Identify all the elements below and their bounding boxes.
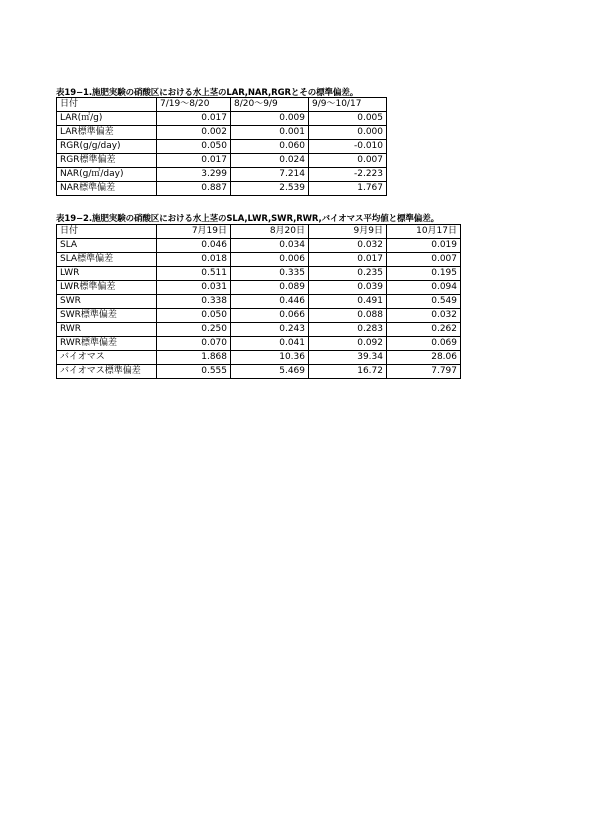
row-label-cell: バイオマス [57, 351, 157, 365]
table-row [57, 168, 387, 182]
value-cell: 0.335 [231, 267, 309, 281]
row-label-cell: LAR(㎡/g) [57, 112, 157, 126]
value-cell: 0.002 [157, 126, 231, 140]
table-row [57, 281, 461, 295]
table-row [57, 140, 387, 154]
row-label-cell: SLA [57, 239, 157, 253]
value-cell: 0.060 [231, 140, 309, 154]
value-cell: 0.001 [231, 126, 309, 140]
value-cell: 0.006 [231, 253, 309, 267]
table-row [57, 309, 461, 323]
table-header-row [57, 98, 387, 112]
row-label-cell: NAR(g/㎡/day) [57, 168, 157, 182]
table-row [57, 182, 387, 196]
header-cell-date: 9月9日 [309, 225, 387, 239]
table-row [57, 154, 387, 168]
value-cell: 0.338 [157, 295, 231, 309]
value-cell: 0.032 [387, 309, 461, 323]
value-cell: 1.767 [309, 182, 387, 196]
header-cell-date: 7月19日 [157, 225, 231, 239]
table-row [57, 253, 461, 267]
value-cell: 0.089 [231, 281, 309, 295]
row-label-cell: RGR標準偏差 [57, 154, 157, 168]
value-cell: 0.555 [157, 365, 231, 379]
value-cell: 0.446 [231, 295, 309, 309]
value-cell: 0.024 [231, 154, 309, 168]
value-cell: 5.469 [231, 365, 309, 379]
header-cell-label: 日付 [57, 98, 157, 112]
row-label-cell: SWR標準偏差 [57, 309, 157, 323]
value-cell: 7.797 [387, 365, 461, 379]
value-cell: 0.549 [387, 295, 461, 309]
value-cell: 0.887 [157, 182, 231, 196]
table-row [57, 365, 461, 379]
value-cell: 0.041 [231, 337, 309, 351]
value-cell: 0.511 [157, 267, 231, 281]
value-cell: 0.034 [231, 239, 309, 253]
table-row [57, 323, 461, 337]
value-cell: 16.72 [309, 365, 387, 379]
value-cell: 0.094 [387, 281, 461, 295]
header-cell-date: 7/19〜8/20 [157, 98, 231, 112]
value-cell: 0.092 [309, 337, 387, 351]
value-cell: 3.299 [157, 168, 231, 182]
value-cell: 0.066 [231, 309, 309, 323]
value-cell: 0.195 [387, 267, 461, 281]
table1-title: 表19−1.施肥実験の硝酸区における水上茎のLAR,NAR,RGRとその標準偏差。 [56, 88, 359, 98]
table1 [56, 97, 387, 196]
value-cell: 0.243 [231, 323, 309, 337]
row-label-cell: RWR [57, 323, 157, 337]
value-cell: 0.070 [157, 337, 231, 351]
value-cell: 1.868 [157, 351, 231, 365]
row-label-cell: LWR標準偏差 [57, 281, 157, 295]
value-cell: 39.34 [309, 351, 387, 365]
value-cell: 10.36 [231, 351, 309, 365]
header-cell-date: 10月17日 [387, 225, 461, 239]
row-label-cell: RWR標準偏差 [57, 337, 157, 351]
table-row [57, 337, 461, 351]
value-cell: 0.032 [309, 239, 387, 253]
value-cell: 0.039 [309, 281, 387, 295]
value-cell: 0.005 [309, 112, 387, 126]
row-label-cell: バイオマス標準偏差 [57, 365, 157, 379]
row-label-cell: SLA標準偏差 [57, 253, 157, 267]
row-label-cell: LAR標準偏差 [57, 126, 157, 140]
header-cell-label: 日付 [57, 225, 157, 239]
value-cell: 7.214 [231, 168, 309, 182]
row-label-cell: NAR標準偏差 [57, 182, 157, 196]
value-cell: 0.088 [309, 309, 387, 323]
value-cell: 0.046 [157, 239, 231, 253]
row-label-cell: RGR(g/g/day) [57, 140, 157, 154]
table-row [57, 239, 461, 253]
value-cell: 0.050 [157, 140, 231, 154]
header-cell-date: 8月20日 [231, 225, 309, 239]
table-row [57, 112, 387, 126]
value-cell: 0.050 [157, 309, 231, 323]
value-cell: 0.235 [309, 267, 387, 281]
table2 [56, 224, 461, 379]
table2-title: 表19−2.施肥実験の硝酸区における水上茎のSLA,LWR,SWR,RWR,バイオマス平均値と標準偏差。 [56, 214, 439, 224]
value-cell: 0.000 [309, 126, 387, 140]
row-label-cell: SWR [57, 295, 157, 309]
value-cell: 0.009 [231, 112, 309, 126]
value-cell: 0.250 [157, 323, 231, 337]
header-cell-date: 8/20〜9/9 [231, 98, 309, 112]
table-header-row [57, 225, 461, 239]
value-cell: -2.223 [309, 168, 387, 182]
row-label-cell: LWR [57, 267, 157, 281]
table-row [57, 267, 461, 281]
value-cell: 0.017 [157, 112, 231, 126]
table-row [57, 351, 461, 365]
value-cell: 2.539 [231, 182, 309, 196]
value-cell: -0.010 [309, 140, 387, 154]
value-cell: 0.031 [157, 281, 231, 295]
value-cell: 0.283 [309, 323, 387, 337]
value-cell: 0.007 [309, 154, 387, 168]
value-cell: 0.018 [157, 253, 231, 267]
value-cell: 0.017 [157, 154, 231, 168]
value-cell: 0.262 [387, 323, 461, 337]
table-row [57, 126, 387, 140]
value-cell: 0.017 [309, 253, 387, 267]
value-cell: 0.007 [387, 253, 461, 267]
header-cell-date: 9/9〜10/17 [309, 98, 387, 112]
table-row [57, 295, 461, 309]
value-cell: 28.06 [387, 351, 461, 365]
value-cell: 0.069 [387, 337, 461, 351]
value-cell: 0.019 [387, 239, 461, 253]
value-cell: 0.491 [309, 295, 387, 309]
